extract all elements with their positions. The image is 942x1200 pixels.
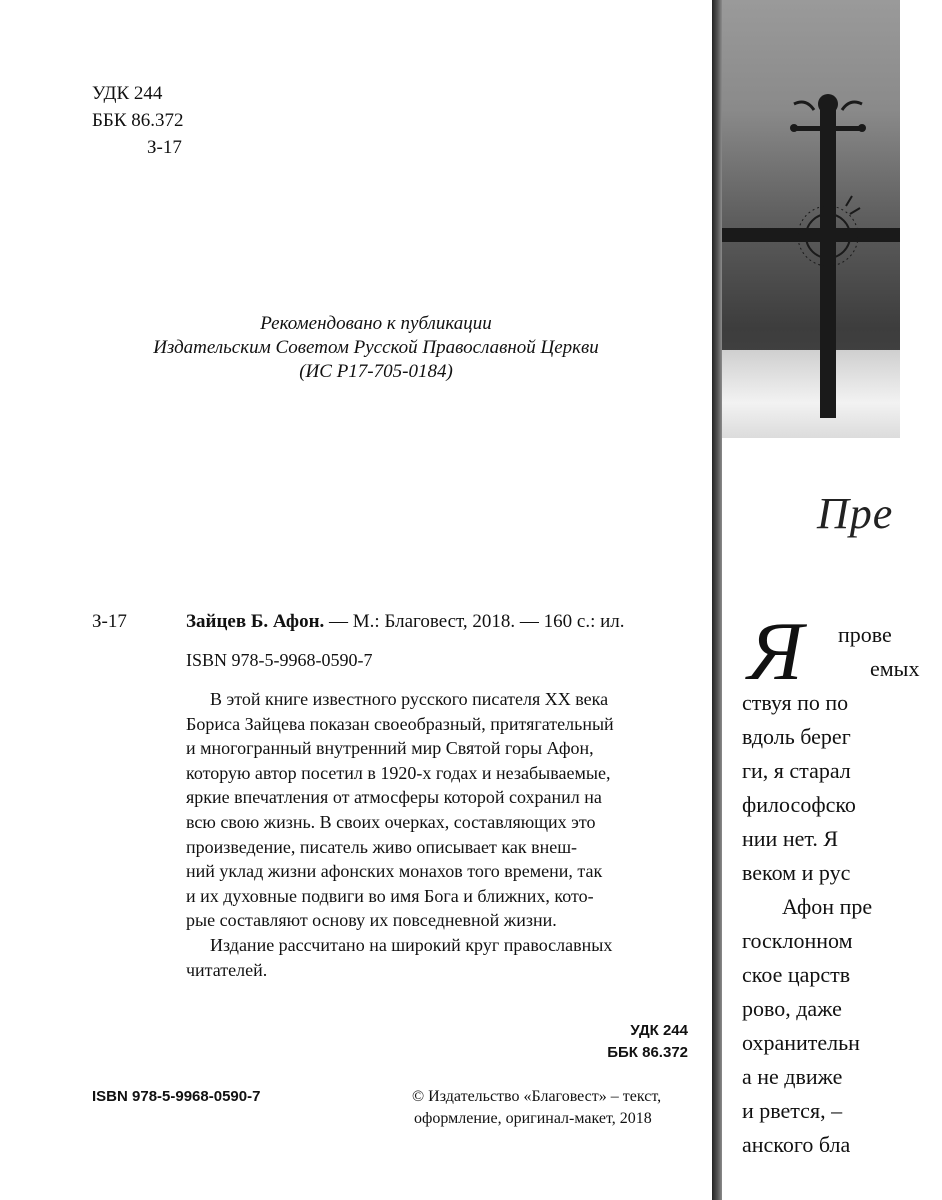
text-line: а не движе [742, 1064, 843, 1089]
text-line: анского бла [742, 1132, 851, 1157]
author-sign: З-17 [147, 137, 182, 158]
footer-bbk: ББК 86.372 [607, 1044, 688, 1061]
text-line: веком и рус [742, 860, 851, 885]
recommendation-block [0, 312, 712, 384]
card-isbn: ISBN 978-5-9968-0590-7 [186, 650, 373, 670]
footer-udk: УДК 244 [630, 1022, 688, 1039]
card-heading [92, 610, 692, 634]
text-line: ское царств [742, 962, 851, 987]
copyright-line: оформление, оригинал-макет, 2018 [414, 1110, 652, 1127]
text-line: ствуя по по [742, 690, 849, 715]
text-line: охранительн [742, 1030, 860, 1055]
text-line: нии нет. Я [742, 826, 838, 851]
udk-code: УДК 244 [92, 83, 163, 104]
drop-cap: Я [748, 605, 804, 698]
recommendation-line: (ИС Р17-705-0184) [299, 361, 453, 382]
bbk-code: ББК 86.372 [92, 110, 184, 131]
audience-line: читателей. [186, 959, 268, 980]
right-page [722, 0, 920, 1200]
text-line: емых [870, 656, 920, 681]
annotation-line: и их духовные подвиги во имя Бога и ближних, кото- [186, 885, 594, 906]
annotation-line: произведение, писатель живо описывает как внеш- [186, 836, 578, 857]
cross-photo [722, 0, 900, 438]
author-title: Зайцев Б. Афон. [186, 611, 325, 632]
annotation-line: рые составляют основу их повседневной жизни. [186, 910, 557, 931]
annotation-line: В этой книге известного русского писателя XX века [210, 689, 609, 709]
recommendation-line: Издательским Советом Русской Православной Церкви [153, 337, 599, 358]
imprint: — М.: Благовест, 2018. — 160 с.: ил. [324, 611, 625, 632]
annotation-line: всю свою жизнь. В своих очерках, составляющих это [186, 811, 596, 832]
copyright-line: © Издательство «Благовест» – текст, [412, 1088, 662, 1105]
text-line: философско [742, 792, 856, 817]
orthodox-cross-icon [722, 0, 900, 438]
annotation-line: Бориса Зайцева показан своеобразный, притягательный [186, 713, 614, 734]
annotation-line: которую автор посетил в 1920-х годах и незабываемые, [186, 762, 611, 783]
annotation [186, 687, 686, 982]
annotation-line: яркие впечатления от атмосферы которой сохранил на [186, 787, 602, 808]
classification-codes [92, 80, 184, 161]
copyright-notice [412, 1086, 661, 1130]
body-text [742, 618, 942, 1162]
text-line: Афон пре [782, 894, 873, 919]
footer-codes [607, 1020, 688, 1064]
text-line: ги, я старал [742, 758, 851, 783]
text-line: и рвется, – [742, 1098, 843, 1123]
chapter-heading: Пре [817, 489, 894, 538]
text-line: рово, даже [742, 996, 842, 1021]
footer-isbn: ISBN 978-5-9968-0590-7 [92, 1088, 261, 1105]
catalog-card [92, 610, 692, 982]
card-sign: З-17 [92, 611, 127, 632]
audience-line: Издание рассчитано на широкий круг православных [210, 934, 613, 955]
text-line: прове [838, 622, 892, 647]
text-line: госклонном [742, 928, 853, 953]
annotation-line: ний уклад жизни афонских монахов того времени, так [186, 861, 603, 882]
text-line: вдоль берег [742, 724, 851, 749]
annotation-line: и многогранный внутренний мир Святой горы Афон, [186, 738, 594, 759]
recommendation-line: Рекомендовано к публикации [260, 313, 492, 334]
